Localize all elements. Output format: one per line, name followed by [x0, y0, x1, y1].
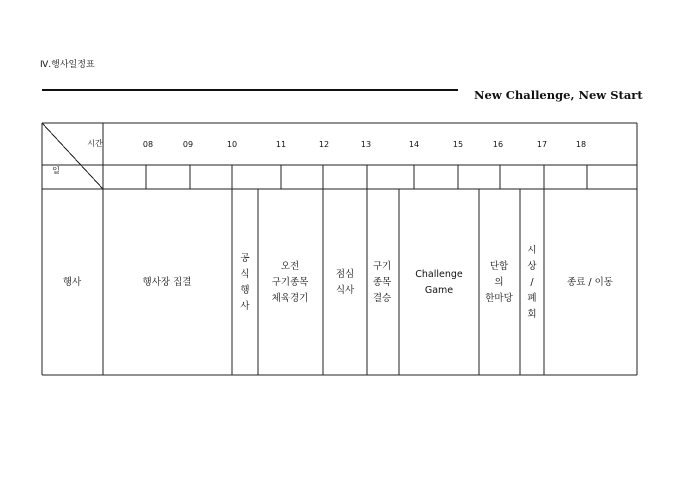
- event-label: 체육경기: [271, 293, 309, 304]
- event-label: 종목: [372, 277, 392, 288]
- hour-label: 09: [182, 140, 194, 149]
- row-label: 행사: [62, 277, 82, 288]
- event-label: 한마당: [485, 293, 513, 304]
- corner-time-label: 시간: [87, 139, 103, 148]
- hour-label: 18: [575, 140, 587, 149]
- event-label: 단합: [489, 261, 509, 272]
- event-label: Game: [424, 285, 454, 296]
- hour-label: 17: [536, 140, 548, 149]
- event-label: 오전: [280, 261, 300, 272]
- event-label: 의: [494, 277, 504, 288]
- hour-label: 14: [408, 140, 420, 149]
- event-label: 폐: [527, 293, 537, 304]
- event-label: 회: [527, 309, 537, 320]
- corner-diagonal: [42, 123, 103, 189]
- event-label: 공: [240, 253, 250, 264]
- hour-label: 15: [452, 140, 464, 149]
- event-label: Challenge: [415, 269, 463, 280]
- event-label: 종료 / 이동: [567, 277, 613, 288]
- event-label: 식사: [335, 285, 355, 296]
- event-label: /: [530, 277, 534, 288]
- section-title: Ⅳ.행사일정표: [40, 60, 95, 70]
- hour-label: 10: [226, 140, 238, 149]
- event-label: 행: [240, 285, 250, 296]
- event-label: 사: [240, 301, 250, 312]
- event-label: 결승: [372, 293, 392, 304]
- event-label: 구기: [372, 261, 392, 272]
- hour-label: 12: [318, 140, 330, 149]
- corner-day-label: 일: [52, 166, 60, 175]
- hour-label: 13: [360, 140, 372, 149]
- event-label: 시: [527, 245, 537, 256]
- hour-label: 08: [142, 140, 154, 149]
- event-label: 식: [240, 269, 250, 280]
- hour-label: 11: [275, 140, 287, 149]
- event-label: 상: [527, 261, 537, 272]
- hour-label: 16: [492, 140, 504, 149]
- slogan: New Challenge, New Start: [474, 88, 643, 102]
- event-label: 점심: [335, 269, 355, 280]
- event-label: 구기종목: [271, 277, 309, 288]
- event-label: 행사장 집결: [142, 277, 192, 288]
